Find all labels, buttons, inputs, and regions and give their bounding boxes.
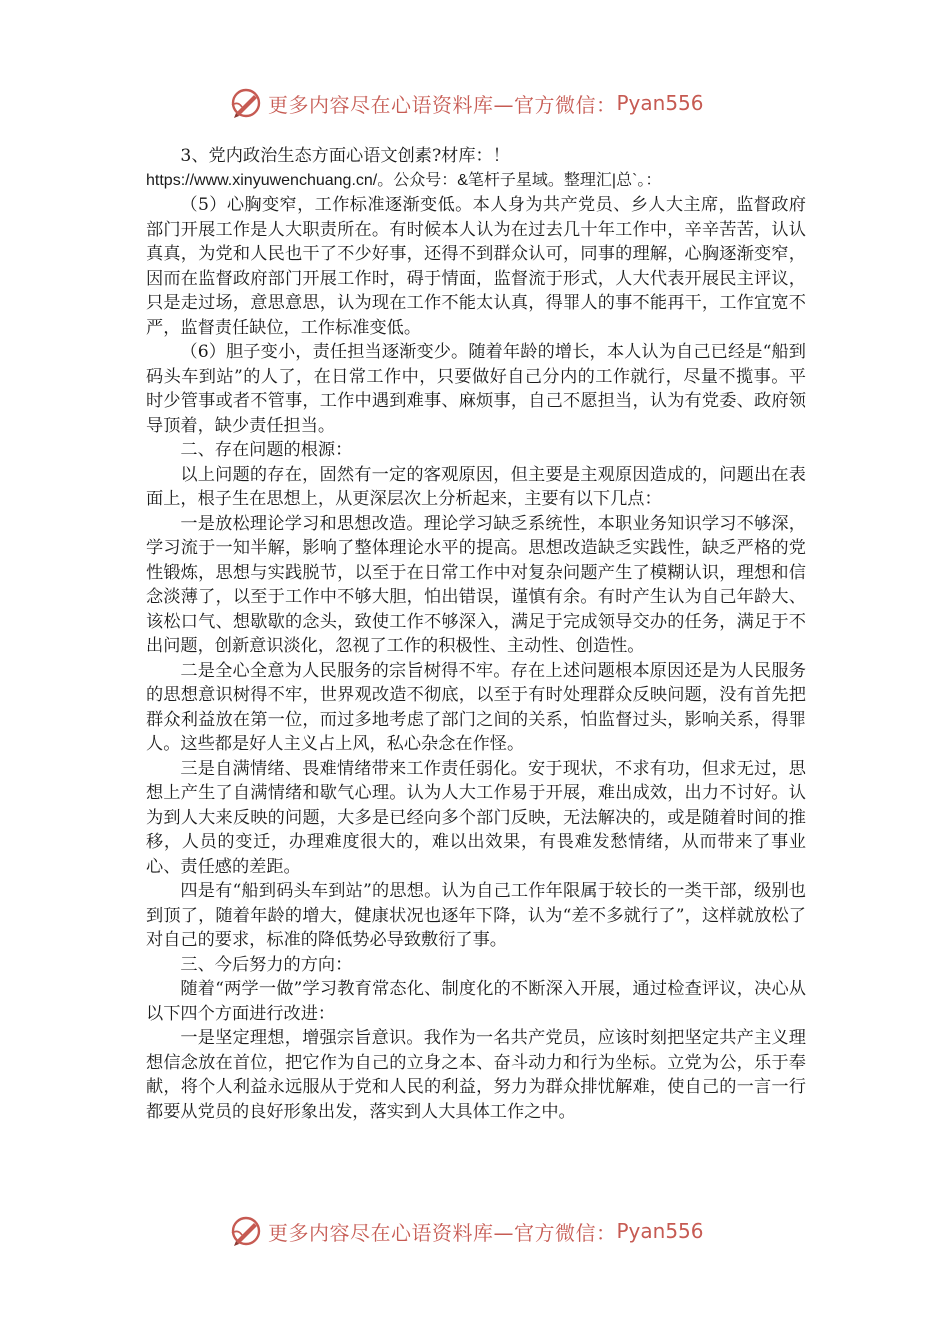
paragraph: 二是全心全意为人民服务的宗旨树得不牢。存在上述问题根本原因还是为人民服务的思想意识树得不牢，世界观改造不彻底，以至于有时处理群众反映问题，没有首先把群众利益放在第一位，而过多地考虑了部门之间的关系，怕监督过头，影响关系，得罪人。这些都是好人主义占上风，私心杂念在作怪。 — [146, 660, 806, 754]
paragraph: 随着“两学一做”学习教育常态化、制度化的不断深入开展，通过检查评议，决心从以下四个方面进行改进： — [146, 979, 806, 1024]
banner-contact: Pyan556 — [616, 91, 704, 115]
banner-contact: Pyan556 — [616, 1219, 704, 1243]
paragraph-url: https://www.xinyuwenchuang.cn/。公众号：&笔杆子星域。整理汇|总`。： — [146, 171, 662, 189]
banner-text: 更多内容尽在心语资料库—官方微信： — [268, 1220, 617, 1245]
paragraph: 三是自满情绪、畏难情绪带来工作责任弱化。安于现状，不求有功，但求无过，思想上产生了自满情绪和歇气心理。认为人大工作易于开展，难出成效，出力不讨好。认为到人大来反映的问题，大多是已经向多个部门反映，无法解决的，或是随着时间的推移，人员的变迁，办理难度很大的，难以出效果，有畏难发愁情绪，从而带来了事业心、责任感的差距。 — [146, 758, 806, 877]
document-body — [146, 144, 806, 1124]
paragraph: 以上问题的存在，固然有一定的客观原因，但主要是主观原因造成的，问题出在表面上，根子生在思想上，从更深层次上分析起来，主要有以下几点： — [146, 464, 806, 509]
banner-text: 更多内容尽在心语资料库—官方微信： — [268, 92, 617, 117]
pen-logo-icon — [228, 1213, 264, 1249]
footer-watermark-banner — [228, 1211, 704, 1251]
section-heading: 三、今后努力的方向： — [180, 954, 353, 975]
header-watermark-banner — [228, 83, 704, 123]
pen-logo-icon — [228, 85, 264, 121]
paragraph: 一是坚定理想，增强宗旨意识。我作为一名共产党员，应该时刻把坚定共产主义理想信念放在首位，把它作为自己的立身之本、奋斗动力和行为坐标。立党为公，乐于奉献，将个人利益永远服从于党和人民的利益，努力为群众排忧解难，使自己的一言一行都要从党员的良好形象出发，落实到人大具体工作之中。 — [146, 1028, 806, 1122]
paragraph: （5）心胸变窄，工作标准逐渐变低。本人身为共产党员、乡人大主席，监督政府部门开展工作是人大职责所在。有时候本人认为在过去几十年工作中，辛辛苦苦，认认真真，为党和人民也干了不少好事，还得不到群众认可，同事的理解，心胸逐渐变窄，因而在监督政府部门开展工作时，碍于情面，监督流于形式，人大代表开展民主评议，只是走过场，意思意思，认为现在工作不能太认真，得罪人的事不能再干，工作宜宽不严，监督责任缺位，工作标准变低。 — [146, 195, 806, 338]
paragraph: 一是放松理论学习和思想改造。理论学习缺乏系统性，本职业务知识学习不够深，学习流于一知半解，影响了整体理论水平的提高。思想改造缺乏实践性，缺乏严格的党性锻炼，思想与实践脱节，以至于在日常工作中对复杂问题产生了模糊认识，理想和信念淡薄了，以至于工作中不够大胆，怕出错误，谨慎有余。有时产生认为自己年龄大、该松口气、想歇歇的念头，致使工作不够深入，满足于完成领导交办的任务，满足于不出问题，创新意识淡化，忽视了工作的积极性、主动性、创造性。 — [146, 513, 806, 656]
paragraph: 3、党内政治生态方面心语文创素?材库：！ — [180, 146, 510, 166]
section-heading: 二、存在问题的根源： — [180, 440, 353, 460]
paragraph: （6）胆子变小，责任担当逐渐变少。随着年龄的增长，本人认为自己已经是“船到码头车到站”的人了，在日常工作中，只要做好自己分内的工作就行，尽量不揽事。平时少管事或者不管事，工作中遇到难事、麻烦事，自己不愿担当，认为有党委、政府领导顶着，缺少责任担当。 — [146, 342, 806, 436]
paragraph: 四是有“船到码头车到站”的思想。认为自己工作年限属于较长的一类干部，级别也到顶了，随着年龄的增大，健康状况也逐年下降，认为“差不多就行了”，这样就放松了对自己的要求，标准的降低势必导致敷衍了事。 — [146, 881, 806, 950]
